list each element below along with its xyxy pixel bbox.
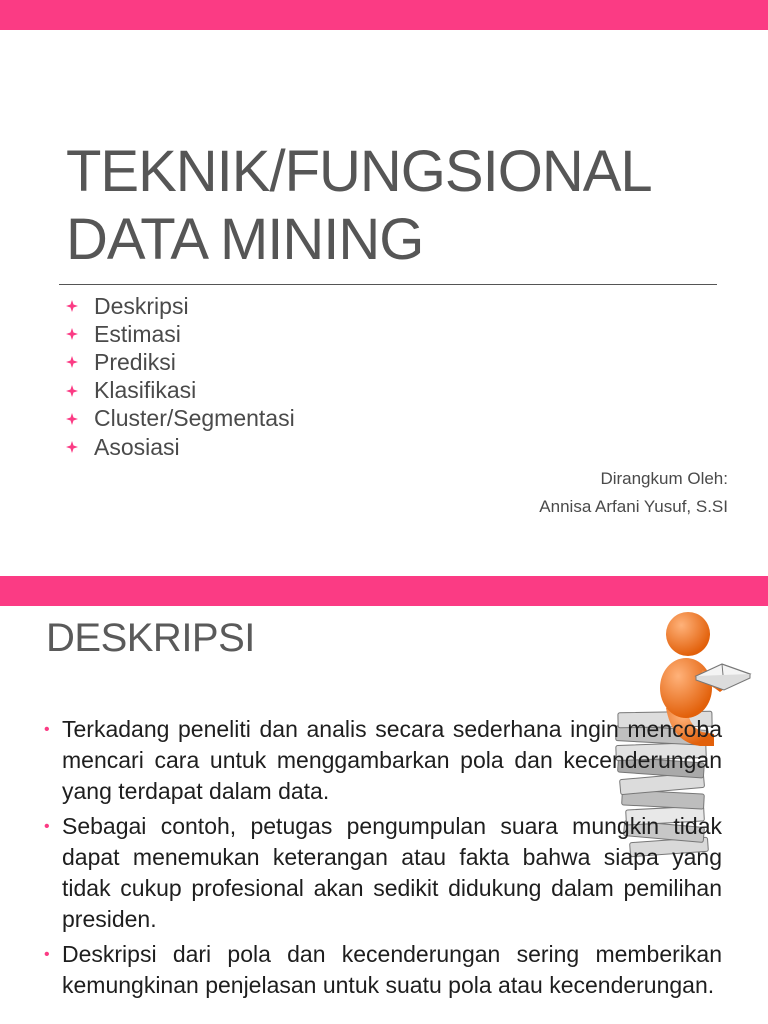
- list-item: [66, 292, 295, 320]
- list-item-text: Deskripsi dari pola dan kecenderungan sering memberikan kemungkinan penjelasan untuk suatu pola atau kecenderungan.: [62, 941, 722, 998]
- title-divider: [59, 284, 717, 285]
- list-item: [44, 939, 722, 1001]
- slide-heading: DESKRIPSI: [46, 616, 255, 660]
- list-item: [44, 811, 722, 935]
- author-credit: [539, 465, 728, 521]
- description-list: [44, 714, 722, 1005]
- slide-deskripsi: [0, 576, 768, 1024]
- diamond-bullet-icon: [66, 300, 78, 312]
- credit-name: Annisa Arfani Yusuf, S.SI: [539, 497, 728, 516]
- bullet-dot-icon: •: [44, 818, 50, 835]
- diamond-bullet-icon: [66, 356, 78, 368]
- diamond-bullet-icon: [66, 441, 78, 453]
- list-item-label: Klasifikasi: [94, 377, 197, 404]
- list-item-label: Deskripsi: [94, 292, 189, 319]
- title-line-1: TEKNIK/FUNGSIONAL: [66, 139, 652, 204]
- list-item: [66, 377, 295, 405]
- list-item: [66, 348, 295, 376]
- list-item-label: Prediksi: [94, 348, 176, 375]
- technique-list: [66, 292, 295, 461]
- title-line-2: DATA MINING: [66, 207, 424, 272]
- diamond-bullet-icon: [66, 328, 78, 340]
- diamond-bullet-icon: [66, 385, 78, 397]
- slide-title-heading: [66, 138, 726, 274]
- list-item: [66, 433, 295, 461]
- list-item: [66, 405, 295, 433]
- list-item-label: Asosiasi: [94, 433, 180, 460]
- diamond-bullet-icon: [66, 413, 78, 425]
- credit-label: Dirangkum Oleh:: [600, 469, 728, 488]
- bullet-dot-icon: •: [44, 946, 50, 963]
- bullet-dot-icon: •: [44, 721, 50, 738]
- top-accent-bar: [0, 0, 768, 30]
- list-item: [66, 320, 295, 348]
- list-item-text: Terkadang peneliti dan analis secara sederhana ingin mencoba mencari cara untuk menggambarkan pola dan kecenderungan yang terdapat dalam data.: [62, 716, 722, 804]
- list-item-label: Estimasi: [94, 320, 181, 347]
- top-accent-bar: [0, 576, 768, 606]
- list-item-text: Sebagai contoh, petugas pengumpulan suara mungkin tidak dapat menemukan keterangan atau fakta bahwa siapa yang tidak cukup profesional akan sedikit didukung dalam pemilihan presiden.: [62, 813, 722, 932]
- list-item-label: Cluster/Segmentasi: [94, 405, 295, 432]
- list-item: [44, 714, 722, 807]
